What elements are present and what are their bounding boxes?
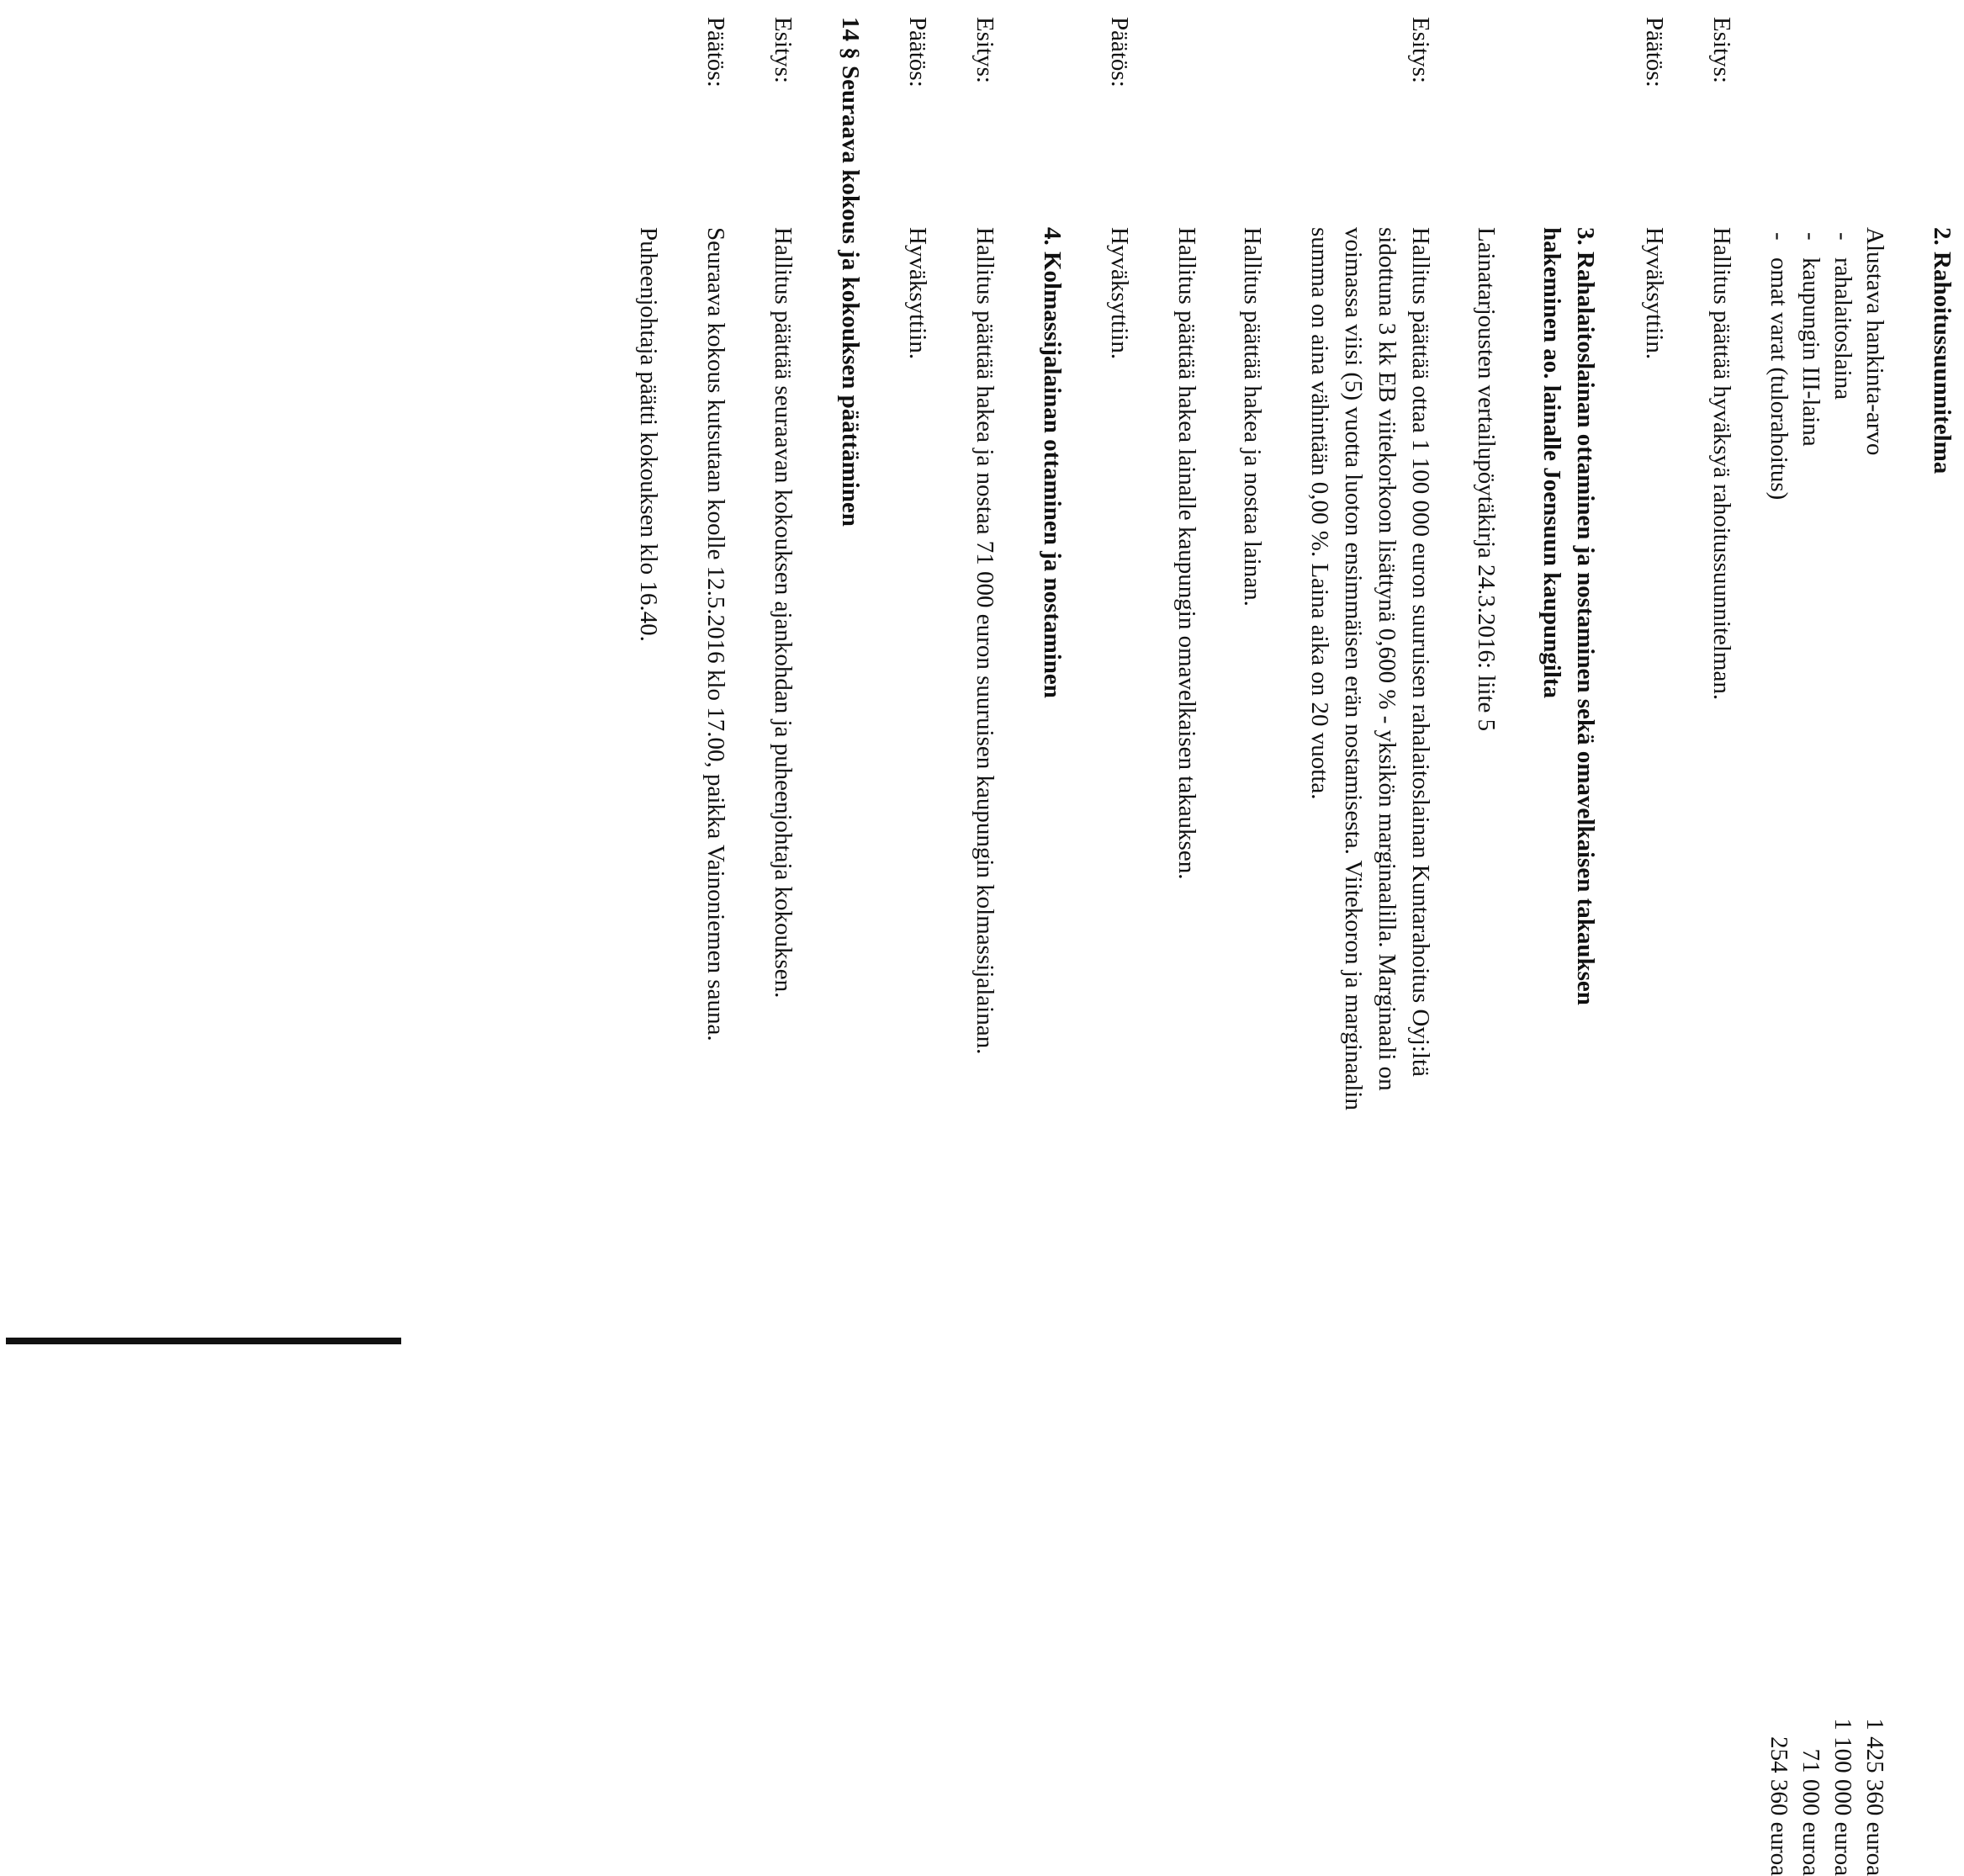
esitys-text: Hallitus päättää hakea ja nostaa 71 000 euron suuruisen kaupungin kolmassijalainan. xyxy=(971,227,998,1055)
intro-label: Alustava hankinta-arvo xyxy=(1861,227,1888,456)
esitys-text: Hallitus päättää seuraavan kokouksen ajankohdan ja puheenjohtaja kokouksen. xyxy=(770,227,797,999)
paatos-text: Hyväksyttiin. xyxy=(904,227,931,360)
esitys-label: Esitys: xyxy=(1407,17,1434,83)
paatos-label: Päätös: xyxy=(1641,17,1668,87)
paatos-text: Hyväksyttiin. xyxy=(1106,227,1133,360)
section-2-title: 2. Rahoitussuunnitelma xyxy=(1929,227,1956,474)
list-dash: - xyxy=(1797,232,1824,241)
closing-line: Puheenjohtaja päätti kokouksen klo 16.40. xyxy=(635,227,662,642)
paatos-label: Päätös: xyxy=(702,17,729,87)
paragraph-hae-laina: Hallitus päättää hakea ja nostaa lainan. xyxy=(1239,227,1266,607)
paatos-label: Päätös: xyxy=(1106,17,1133,87)
reference-line: Lainatarjousten vertailupöytäkirja 24.3.2016: liite 5 xyxy=(1473,227,1500,732)
intro-amount: 1 425 360 euroa xyxy=(1861,1718,1888,1876)
paragraph-line: summa on aina vähintään 0,00 %. Laina aika on 20 vuotta. xyxy=(1306,227,1333,800)
list-dash: - xyxy=(1765,232,1792,241)
list-dash: - xyxy=(1829,232,1856,241)
paatos-text: Seuraava kokous kutsutaan koolle 12.5.2016 klo 17.00, paikka Vainoniemen sauna. xyxy=(702,227,729,1041)
paragraph-line: voimassa viisi (5) vuotta luoton ensimmäisen erän nostamisesta. Viitekoron ja marginaalin xyxy=(1340,227,1367,1110)
list-item-amount: 71 000 euroa xyxy=(1797,1748,1824,1876)
paatos-text: Hyväksyttiin. xyxy=(1641,227,1668,360)
list-item-amount: 1 100 000 euroa xyxy=(1829,1718,1856,1876)
paragraph-line: Hallitus päättää ottaa 1 100 000 euron suuruisen rahalaitoslainan Kuntarahoitus Oyj:ltä xyxy=(1407,227,1434,1077)
section-3-title-line1: 3. Rahalaitoslainan ottaminen ja nostaminen sekä omavelkaisen takauksen xyxy=(1572,227,1599,1005)
list-item-label: rahalaitoslaina xyxy=(1829,257,1856,400)
paragraph-takaus: Hallitus päättää hakea lainalle kaupungin omavelkaisen takauksen. xyxy=(1173,227,1200,880)
paragraph-line: sidottuna 3 kk EB viitekorkoon lisättynä 0,600 % - yksikön marginaalilla. Marginaali on xyxy=(1374,227,1400,1091)
esitys-label: Esitys: xyxy=(1708,17,1735,83)
paatos-label: Päätös: xyxy=(904,17,931,87)
margin-rule xyxy=(6,1338,401,1344)
section-14-title: 14 § Seuraava kokous ja kokouksen päättäminen xyxy=(837,17,864,527)
section-4-title: 4. Kolmassijalainan ottaminen ja nostaminen xyxy=(1039,227,1066,698)
list-item-label: kaupungin III-laina xyxy=(1797,257,1824,447)
esitys-text: Hallitus päättää hyväksyä rahoitussuunnitelman. xyxy=(1708,227,1735,701)
list-item-label: omat varat (tulorahoitus) xyxy=(1765,257,1792,501)
list-item-amount: 254 360 euroa xyxy=(1765,1736,1792,1876)
esitys-label: Esitys: xyxy=(971,17,998,83)
esitys-label: Esitys: xyxy=(770,17,797,83)
section-3-title-line2: hakeminen ao. lainalle Joensuun kaupungilta xyxy=(1538,227,1565,699)
